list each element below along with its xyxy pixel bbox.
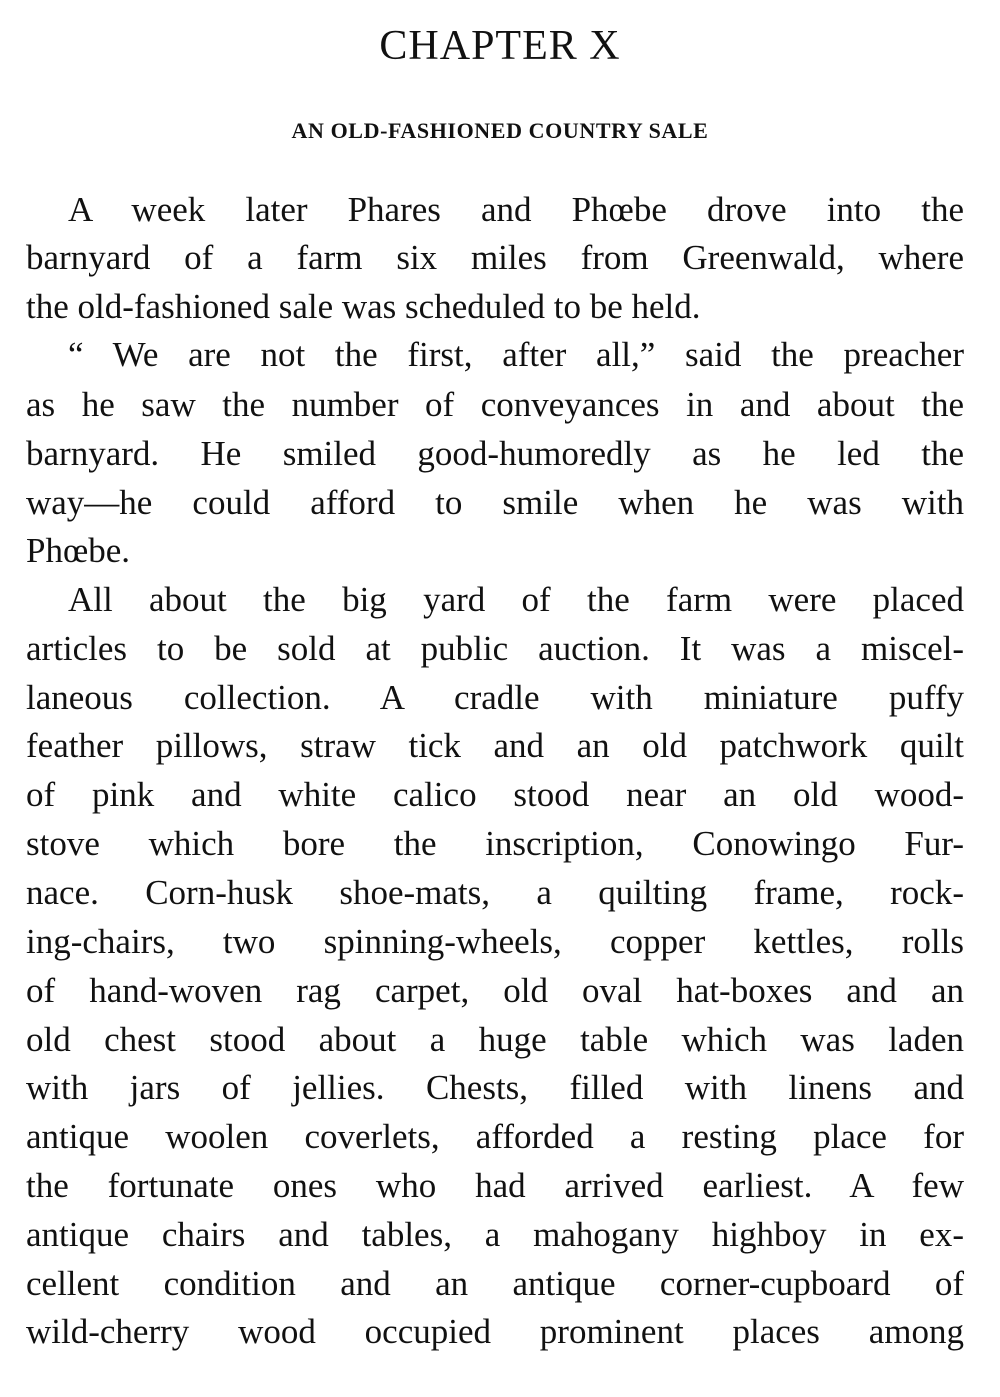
text-line: barnyard. He smiled good-humoredly as he led the (26, 434, 964, 473)
text-line: old chest stood about a huge table which was laden (26, 1020, 964, 1059)
text-line: of pink and white calico stood near an old wood- (26, 775, 964, 814)
text-line: antique chairs and tables, a mahogany highboy in ex- (26, 1215, 964, 1254)
text-line: nace. Corn-husk shoe-mats, a quilting frame, rock- (26, 873, 964, 912)
text-line: with jars of jellies. Chests, filled with linens and (26, 1068, 964, 1107)
text-line: “ We are not the first, after all,” said the preacher (68, 335, 964, 374)
text-line: way—he could afford to smile when he was with (26, 483, 964, 522)
text-line: antique woolen coverlets, afforded a resting place for (26, 1117, 964, 1156)
text-line: articles to be sold at public auction. It was a miscel- (26, 629, 964, 668)
text-line: Phœbe. (26, 531, 131, 570)
text-line: the old-fashioned sale was scheduled to be held. (26, 287, 701, 326)
text-line: A week later Phares and Phœbe drove into the (68, 190, 964, 229)
text-line: cellent condition and an antique corner-cupboard of (26, 1264, 964, 1303)
chapter-title: AN OLD-FASHIONED COUNTRY SALE (291, 118, 709, 143)
text-line: wild-cherry wood occupied prominent places among (26, 1312, 964, 1351)
text-line: feather pillows, straw tick and an old patchwork quilt (26, 726, 964, 765)
text-line: ing-chairs, two spinning-wheels, copper kettles, rolls (26, 922, 964, 961)
text-line: All about the big yard of the farm were placed (68, 580, 964, 619)
chapter-heading: CHAPTER X (379, 23, 621, 69)
text-line: stove which bore the inscription, Conowingo Fur- (26, 824, 964, 863)
text-line: of hand-woven rag carpet, old oval hat-boxes and an (26, 971, 964, 1010)
text-line: barnyard of a farm six miles from Greenwald, where (26, 238, 964, 277)
text-line: the fortunate ones who had arrived earliest. A few (26, 1166, 964, 1205)
text-line: as he saw the number of conveyances in and about the (26, 385, 964, 424)
text-line: laneous collection. A cradle with miniature puffy (26, 678, 964, 717)
